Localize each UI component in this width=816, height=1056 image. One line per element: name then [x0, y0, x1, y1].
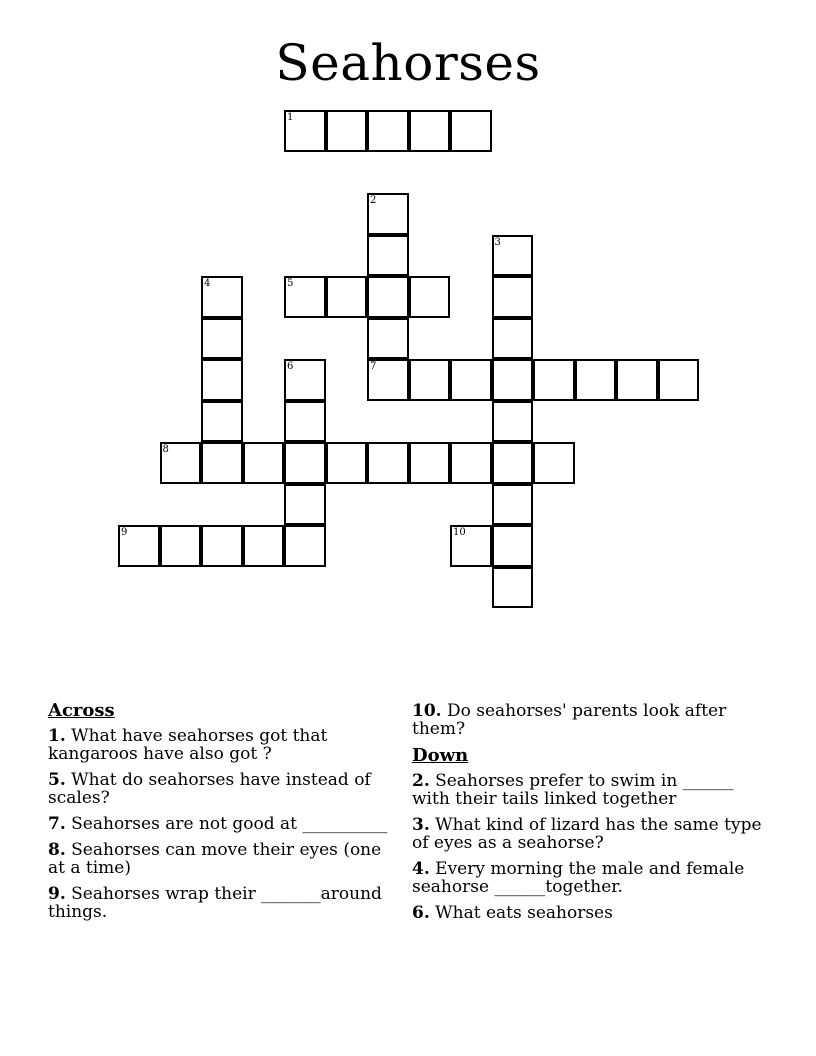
- grid-cell[interactable]: [367, 359, 409, 401]
- clue-text: What eats seahorses: [435, 903, 613, 923]
- clue-down-4: [412, 860, 774, 896]
- cell-number: 5: [287, 278, 294, 289]
- grid-cell[interactable]: [409, 110, 451, 152]
- grid-cell[interactable]: [201, 525, 243, 567]
- grid-cell[interactable]: [284, 110, 326, 152]
- grid-cell[interactable]: [575, 359, 617, 401]
- cell-number: 10: [453, 527, 466, 538]
- clue-number: 7.: [48, 814, 66, 834]
- clue-text: Seahorses can move their eyes (one at a time): [48, 840, 382, 878]
- grid-cell[interactable]: [284, 276, 326, 318]
- clue-text: What have seahorses got that kangaroos have also got ?: [48, 726, 328, 764]
- cell-number: 2: [370, 195, 377, 206]
- grid-cell[interactable]: [492, 235, 534, 277]
- grid-cell[interactable]: [160, 442, 202, 484]
- grid-cell[interactable]: [160, 525, 202, 567]
- grid-cell[interactable]: [367, 318, 409, 360]
- across-heading: Across: [48, 700, 115, 721]
- grid-cell[interactable]: [409, 276, 451, 318]
- clue-text: Seahorses are not good at __________: [71, 814, 388, 834]
- clue-number: 10.: [412, 701, 442, 721]
- grid-cell[interactable]: [492, 359, 534, 401]
- grid-cell[interactable]: [409, 359, 451, 401]
- clues-right-column: [412, 702, 774, 930]
- grid-cell[interactable]: [533, 359, 575, 401]
- clue-across-7: [48, 815, 388, 833]
- grid-cell[interactable]: [367, 442, 409, 484]
- cell-number: 4: [204, 278, 211, 289]
- grid-cell[interactable]: [492, 276, 534, 318]
- grid-cell[interactable]: [450, 525, 492, 567]
- grid-cell[interactable]: [201, 442, 243, 484]
- clue-number: 3.: [412, 815, 430, 835]
- grid-cell[interactable]: [284, 359, 326, 401]
- grid-cell[interactable]: [326, 442, 368, 484]
- cell-number: 1: [287, 112, 294, 123]
- grid-cell[interactable]: [367, 235, 409, 277]
- grid-cell[interactable]: [367, 276, 409, 318]
- clue-across-9: [48, 885, 388, 921]
- grid-cell[interactable]: [243, 442, 285, 484]
- grid-cell[interactable]: [616, 359, 658, 401]
- grid-cell[interactable]: [201, 276, 243, 318]
- clue-number: 1.: [48, 726, 66, 746]
- grid-cell[interactable]: [201, 401, 243, 443]
- grid-cell[interactable]: [658, 359, 700, 401]
- clue-down-3: [412, 816, 774, 852]
- grid-cell[interactable]: [492, 484, 534, 526]
- cell-number: 3: [494, 236, 501, 248]
- clue-number: 4.: [412, 859, 430, 879]
- grid-cell[interactable]: [284, 525, 326, 567]
- clue-across-1: [48, 727, 388, 763]
- grid-cell[interactable]: [367, 193, 409, 235]
- clue-number: 2.: [412, 771, 430, 791]
- clue-text: Do seahorses' parents look after them?: [412, 701, 727, 739]
- grid-cell[interactable]: [284, 484, 326, 526]
- clue-text: Every morning the male and female seahorse ______together.: [412, 859, 745, 897]
- grid-cell[interactable]: [492, 401, 534, 443]
- clue-text: What kind of lizard has the same type of eyes as a seahorse?: [412, 815, 762, 853]
- grid-cell[interactable]: [450, 359, 492, 401]
- grid-cell[interactable]: [492, 442, 534, 484]
- clue-number: 8.: [48, 840, 66, 860]
- clue-text: Seahorses wrap their _______around things.: [48, 884, 382, 922]
- grid-cell[interactable]: [492, 318, 534, 360]
- clue-across-10: [412, 702, 774, 738]
- grid-cell[interactable]: [284, 401, 326, 443]
- grid-cell[interactable]: [367, 110, 409, 152]
- grid-cell[interactable]: [492, 525, 534, 567]
- cell-number: 6: [287, 361, 294, 372]
- clue-text: What do seahorses have instead of scales?: [48, 770, 371, 808]
- clue-number: 9.: [48, 884, 66, 904]
- grid-cell[interactable]: [284, 442, 326, 484]
- grid-cell[interactable]: [326, 276, 368, 318]
- clue-text: Seahorses prefer to swim in ______ with their tails linked together: [412, 771, 734, 809]
- grid-cell[interactable]: [243, 525, 285, 567]
- clues-left-column: [48, 702, 388, 929]
- grid-cell[interactable]: [533, 442, 575, 484]
- puzzle-title: Seahorses: [275, 34, 541, 92]
- grid-cell[interactable]: [326, 110, 368, 152]
- cell-number: 9: [121, 527, 128, 538]
- grid-cell[interactable]: [450, 442, 492, 484]
- clue-across-5: [48, 771, 388, 807]
- clue-down-2: [412, 772, 774, 808]
- grid-cell[interactable]: [118, 525, 160, 567]
- grid-cell[interactable]: [201, 318, 243, 360]
- down-heading: Down: [412, 745, 469, 766]
- cell-number: 8: [162, 444, 169, 455]
- clue-number: 6.: [412, 903, 430, 923]
- grid-cell[interactable]: [409, 442, 451, 484]
- clue-number: 5.: [48, 770, 66, 790]
- clue-down-6: [412, 904, 774, 922]
- grid-cell[interactable]: [450, 110, 492, 152]
- clue-across-8: [48, 841, 388, 877]
- grid-cell[interactable]: [492, 567, 534, 609]
- cell-number: 7: [370, 361, 377, 372]
- grid-cell[interactable]: [201, 359, 243, 401]
